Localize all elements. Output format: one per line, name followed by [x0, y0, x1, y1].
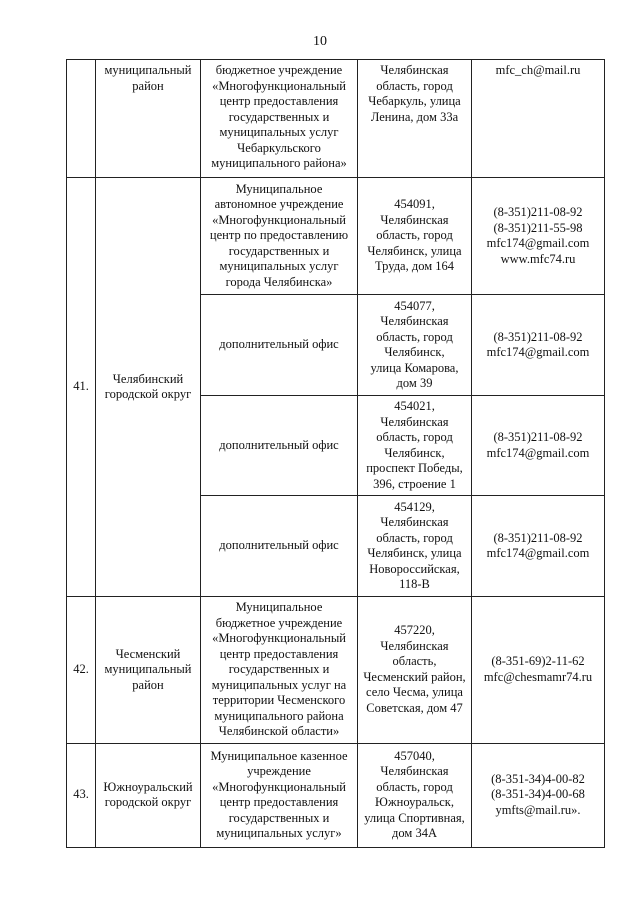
organization-cell: дополнительный офис: [201, 396, 358, 496]
contacts-cell: (8-351-34)4-00-82 (8-351-34)4-00-68 ymfts@mail.ru».: [472, 743, 605, 847]
municipality-cell: Южноуральский городской округ: [96, 743, 201, 847]
municipality-cell: Чесменский муниципальный район: [96, 597, 201, 744]
row-number: [67, 60, 96, 178]
address-cell: 457220, Челябинская область, Чесменский район, село Чесма, улица Советская, дом 47: [358, 597, 472, 744]
row-number: 41.: [67, 178, 96, 597]
address-cell: 454077, Челябинская область, город Челябинск, улица Комарова, дом 39: [358, 295, 472, 396]
contacts-cell: mfc_ch@mail.ru: [472, 60, 605, 178]
page-number: 10: [313, 34, 327, 49]
organization-cell: Муниципальное казенное учреждение «Многофункциональный центр предоставления государственных и муниципальных услуг»: [201, 743, 358, 847]
contacts-cell: (8-351)211-08-92 (8-351)211-55-98 mfc174@gmail.com www.mfc74.ru: [472, 178, 605, 295]
table-row: [67, 743, 605, 847]
address-cell: 457040, Челябинская область, город Южноуральск, улица Спортивная, дом 34А: [358, 743, 472, 847]
organization-cell: бюджетное учреждение «Многофункциональный центр предоставления государственных и муниципальных услуг Чебаркульского муниципального района»: [201, 60, 358, 178]
contacts-cell: (8-351)211-08-92 mfc174@gmail.com: [472, 496, 605, 597]
contacts-cell: (8-351)211-08-92 mfc174@gmail.com: [472, 295, 605, 396]
organization-cell: Муниципальное автономное учреждение «Многофункциональный центр по предоставлению государственных и муниципальных услуг города Челябинска»: [201, 178, 358, 295]
organization-cell: Муниципальное бюджетное учреждение «Многофункциональный центр предоставления государственных и муниципальных услуг на территории Чесменского муниципального района Челябинской области»: [201, 597, 358, 744]
row-number: 43.: [67, 743, 96, 847]
table-row: [67, 178, 605, 295]
municipality-cell: муниципальный район: [96, 60, 201, 178]
table-row: [67, 597, 605, 744]
address-cell: Челябинская область, город Чебаркуль, улица Ленина, дом 33а: [358, 60, 472, 178]
contacts-cell: (8-351-69)2-11-62 mfc@chesmamr74.ru: [472, 597, 605, 744]
address-cell: 454129, Челябинская область, город Челябинск, улица Новороссийская, 118-В: [358, 496, 472, 597]
address-cell: 454091, Челябинская область, город Челябинск, улица Труда, дом 164: [358, 178, 472, 295]
organization-cell: дополнительный офис: [201, 295, 358, 396]
contacts-cell: (8-351)211-08-92 mfc174@gmail.com: [472, 396, 605, 496]
mfc-registry-table: [66, 59, 605, 848]
row-number: 42.: [67, 597, 96, 744]
address-cell: 454021, Челябинская область, город Челябинск, проспект Победы, 396, строение 1: [358, 396, 472, 496]
table-row: [67, 60, 605, 178]
organization-cell: дополнительный офис: [201, 496, 358, 597]
municipality-cell: Челябинский городской округ: [96, 178, 201, 597]
